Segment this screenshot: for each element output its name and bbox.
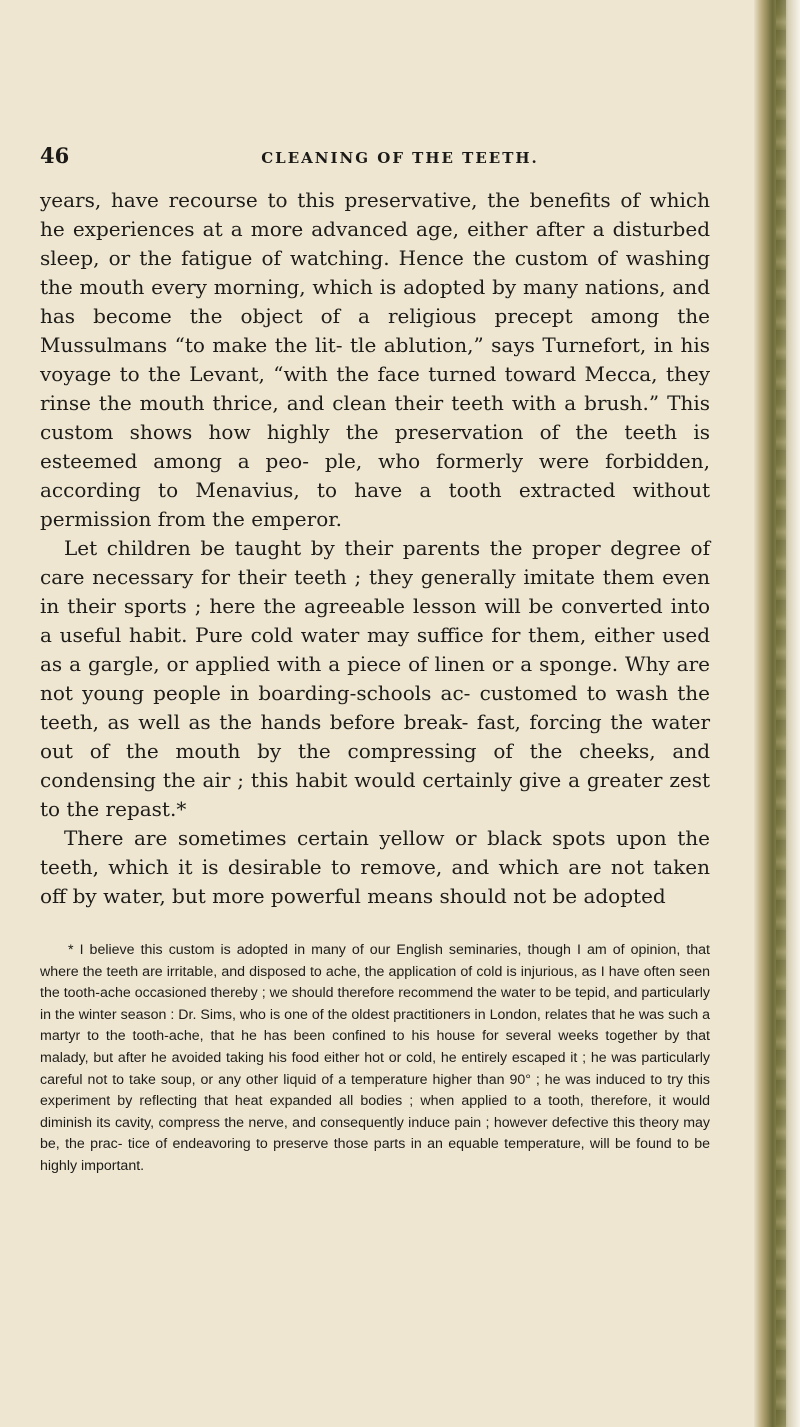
body-text (40, 186, 710, 911)
page-number: 46 (40, 143, 70, 168)
running-head-title: CLEANING OF THE TEETH. (261, 149, 539, 167)
footnote: * I believe this custom is adopted in many of our English seminaries, though I am of opinion, that where the teeth are irritable, and disposed to ache, the application of cold is injurious, as I have often seen the tooth-ache occasioned thereby ; we should therefore recommend the water to be tepid, and particularly in the winter season : Dr. Sims, who is one of the oldest practitioners in London, relates that he was such a martyr to the tooth-ache, that he has been confined to his house for several weeks together by that malady, but after he avoided taking his food either hot or cold, he entirely escaped it ; he was particularly careful not to take soup, or any other liquid of a temperature higher than 90° ; he was induced to try this experiment by reflecting that heat expanded all bodies ; when applied to a tooth, therefore, it would diminish its cavity, compress the nerve, and consequently induce pain ; however defective this theory may be, the prac- tice of endeavoring to preserve those parts in an equable temperature, will be found to be highly important. (40, 942, 710, 1174)
paragraph-1: years, have recourse to this preservative, the benefits of which he experiences at a more advanced age, either after a disturbed sleep, or the fatigue of watching. Hence the custom of washing the mouth every morning, which is adopted by many nations, and has become the object of a religious precept among the Mussulmans “to make the lit- tle ablution,” says Turnefort, in his voyage to the Levant, “with the face turned toward Mecca, they rinse the mouth thrice, and clean their teeth with a brush.” This custom shows how highly the preservation of the teeth is esteemed among a peo- ple, who formerly were forbidden, according to Menavius, to have a tooth extracted without permission from the emperor. (40, 188, 710, 531)
running-head (40, 143, 720, 173)
paragraph-2: Let children be taught by their parents the proper degree of care necessary for their teeth ; they generally imitate them even in their sports ; here the agreeable lesson will be converted into a useful habit. Pure cold water may suffice for them, either used as a gargle, or applied with a piece of linen or a sponge. Why are not young people in boarding-schools ac- customed to wash the teeth, as well as the hands before break- fast, forcing the water out of the mouth by the compressing of the cheeks, and condensing the air ; this habit would certainly give a greater zest to the repast.* (40, 536, 710, 821)
page-binding-edge (754, 0, 800, 1427)
page-binding-shadow (776, 0, 786, 1427)
paragraph-3: There are sometimes certain yellow or black spots upon the teeth, which it is desirable to remove, and which are not taken off by water, but more powerful means should not be adopted (40, 826, 710, 908)
